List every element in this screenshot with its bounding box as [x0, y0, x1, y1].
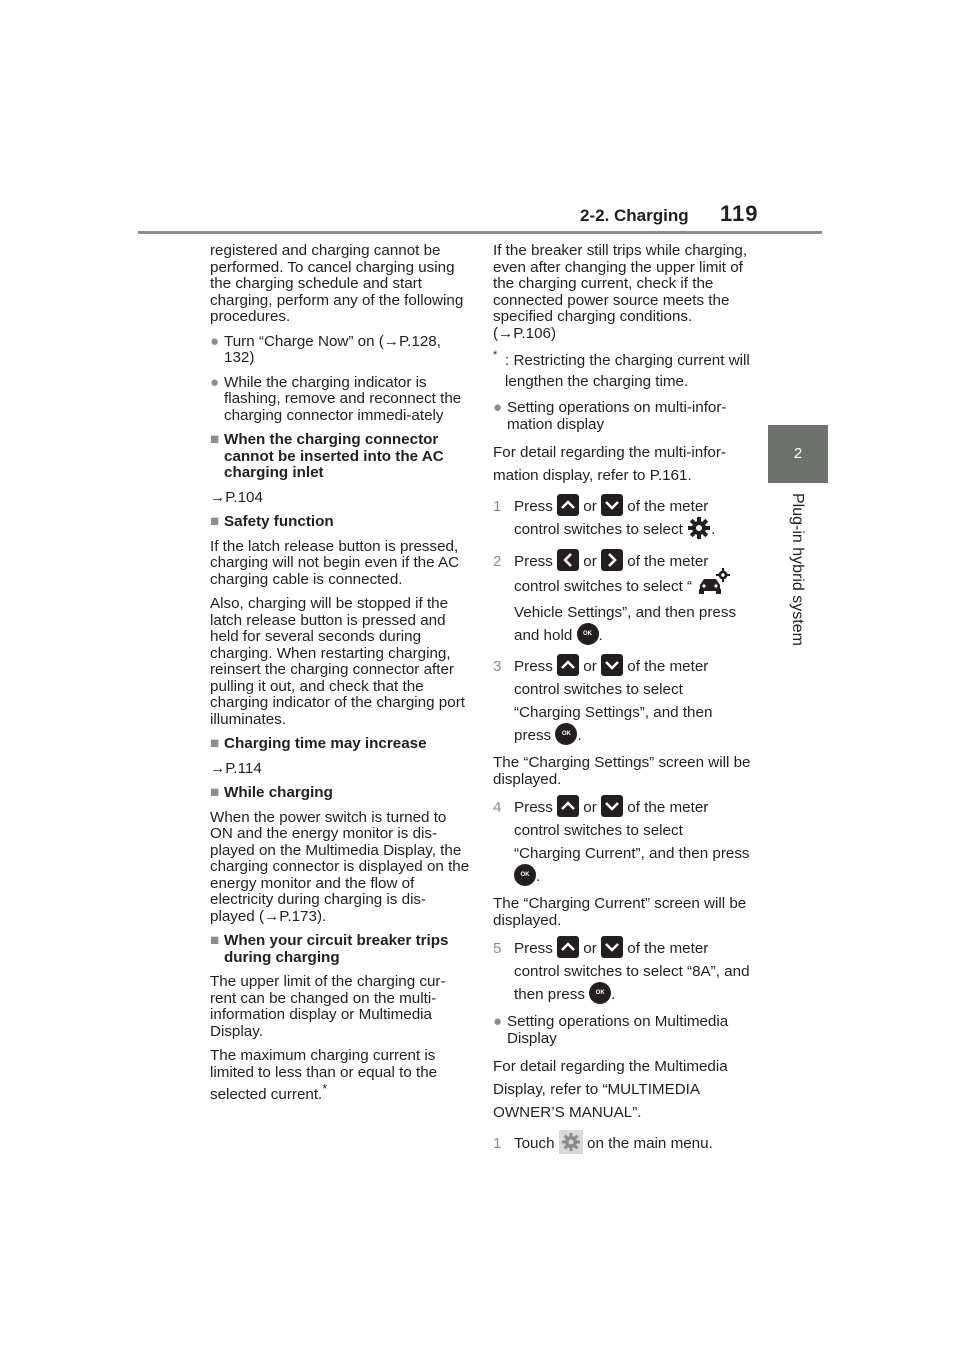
step-text: .	[611, 986, 616, 1003]
ok-button-icon: OK	[589, 982, 611, 1004]
paragraph	[210, 1048, 470, 1104]
step-text: or	[583, 553, 597, 570]
subheading	[210, 514, 470, 531]
paragraph: The “Charging Settings” screen will be displayed.	[493, 754, 751, 788]
paragraph: If the latch release button is pressed, charging will not begin even if the AC charging cable is connected.	[210, 537, 460, 588]
step-item	[493, 495, 753, 542]
step-text: on the main menu.	[587, 1135, 713, 1153]
chapter-tab: 2	[768, 425, 828, 483]
step-text: Press	[514, 799, 553, 816]
step-text: or	[583, 658, 597, 675]
subheading-text: Safety function	[224, 513, 334, 530]
step-text: of the meter control switches to select “8A”, and then press	[514, 940, 750, 1003]
bullet-text: Setting operations on Multimedia Display	[507, 1013, 729, 1047]
subheading-text: Charging time may increase	[224, 735, 427, 752]
step-text: of the meter control switches to select “Charging Settings”, and then press	[514, 658, 713, 744]
step-number: 1	[493, 498, 502, 515]
step-item	[493, 937, 753, 1006]
step-text: of the meter control switches to select	[514, 498, 709, 539]
right-button-icon	[601, 549, 623, 571]
subheading	[210, 933, 470, 966]
step-text: .	[598, 627, 603, 644]
page-number: 119	[720, 201, 759, 226]
step-text: Press	[514, 940, 553, 957]
step-number: 1	[493, 1135, 502, 1152]
step-number: 3	[493, 658, 502, 675]
bullet-item	[210, 334, 470, 367]
left-button-icon	[557, 549, 579, 571]
left-column	[210, 243, 470, 1112]
step-text: Press	[514, 553, 553, 570]
paragraph: When the power switch is turned to ON and the energy monitor is dis-played on the Multimedia Display, the charging connector is displayed on the energy monitor and the flow of electricity during charging is dis-played (→P.173).	[210, 808, 470, 925]
header-rule	[138, 231, 822, 234]
right-column	[493, 243, 753, 1164]
ok-button-icon: OK	[577, 623, 599, 645]
square-icon: ■	[210, 513, 220, 530]
section-title: 2-2. Charging	[580, 206, 689, 225]
footnote-marker: *	[493, 349, 498, 361]
bullet-icon: ●	[493, 1013, 503, 1030]
step-text: Press	[514, 498, 553, 515]
subheading	[210, 736, 470, 753]
square-icon: ■	[210, 735, 220, 752]
step-item	[493, 550, 753, 647]
ok-button-icon: OK	[514, 864, 536, 886]
step-text: of the meter control switches to select “Charging Current”, and then press	[514, 799, 750, 862]
paragraph: For detail regarding the multi-infor-mation display, refer to P.161.	[493, 444, 726, 484]
bullet-text: Turn “Charge Now” on (→P.128, 132)	[224, 332, 441, 366]
vehicle-settings-icon	[696, 567, 730, 595]
subheading-text: While charging	[224, 784, 333, 801]
step-text: Touch	[514, 1135, 555, 1153]
step-text: or	[583, 940, 597, 957]
step-item	[493, 796, 753, 888]
square-icon: ■	[210, 784, 220, 801]
page-reference: →P.104	[210, 488, 263, 506]
paragraph: If the breaker still trips while charging, even after changing the upper limit of the charging current, check if the connected power source meets the specified charging conditions. (→P.106)	[493, 242, 748, 342]
square-icon: ■	[210, 932, 220, 949]
down-button-icon	[601, 795, 623, 817]
step-text: or	[583, 498, 597, 515]
step-number: 5	[493, 940, 502, 957]
chapter-label: Plug-in hybrid system	[789, 493, 806, 646]
paragraph: registered and charging cannot be performed. To cancel charging using the charging schedule and start charging, perform any of the following procedures.	[210, 242, 464, 325]
step-item	[493, 1132, 753, 1156]
bullet-item	[493, 1014, 753, 1047]
up-button-icon	[557, 494, 579, 516]
page-reference: →P.114	[210, 759, 262, 777]
gear-icon	[687, 516, 711, 540]
step-text: Vehicle Settings”, and then press and hold	[514, 604, 737, 644]
down-button-icon	[601, 936, 623, 958]
up-button-icon	[557, 654, 579, 676]
paragraph: Also, charging will be stopped if the latch release button is pressed and held for several seconds during charging. When restarting charging, reinsert the charging connector after pulling it out, and check that the charging indicator of the charging port illuminates.	[210, 595, 465, 728]
settings-icon	[559, 1130, 583, 1154]
ok-button-icon: OK	[555, 723, 577, 745]
subheading-text: When the charging connector cannot be inserted into the AC charging inlet	[224, 431, 444, 481]
subheading	[210, 785, 470, 802]
paragraph: The upper limit of the charging cur-rent can be changed on the multi-information display or Multimedia Display.	[210, 973, 446, 1040]
bullet-text: While the charging indicator is flashing, remove and reconnect the charging connector immedi-ately	[224, 373, 462, 424]
subheading-text: When your circuit breaker trips during charging	[224, 932, 449, 966]
bullet-item	[493, 400, 753, 433]
bullet-item	[210, 375, 470, 425]
down-button-icon	[601, 494, 623, 516]
paragraph: For detail regarding the Multimedia Display, refer to “MULTIMEDIA OWNER’S MANUAL”.	[493, 1058, 728, 1121]
step-text: .	[711, 521, 716, 539]
bullet-text: Setting operations on multi-infor-mation display	[507, 399, 727, 433]
bullet-icon: ●	[210, 373, 220, 391]
footnote-marker: *	[322, 1082, 328, 1096]
step-number: 4	[493, 799, 502, 816]
up-button-icon	[557, 795, 579, 817]
step-item	[493, 655, 753, 747]
footnote-text: : Restricting the charging current will lengthen the charging time.	[505, 352, 750, 390]
bullet-icon: ●	[493, 399, 503, 416]
footnote	[493, 350, 753, 392]
up-button-icon	[557, 936, 579, 958]
step-text: or	[583, 799, 597, 816]
paragraph: The “Charging Current” screen will be displayed.	[493, 895, 747, 929]
step-text: of the meter control switches to select “	[514, 553, 709, 596]
step-text: .	[536, 868, 541, 885]
step-text: Press	[514, 658, 553, 675]
square-icon: ■	[210, 431, 220, 448]
subheading	[210, 432, 470, 482]
step-number: 2	[493, 553, 502, 570]
step-text: .	[577, 727, 582, 744]
bullet-icon: ●	[210, 332, 220, 350]
paragraph-text: The maximum charging current is limited to less than or equal to the selected current.	[210, 1047, 438, 1104]
down-button-icon	[601, 654, 623, 676]
